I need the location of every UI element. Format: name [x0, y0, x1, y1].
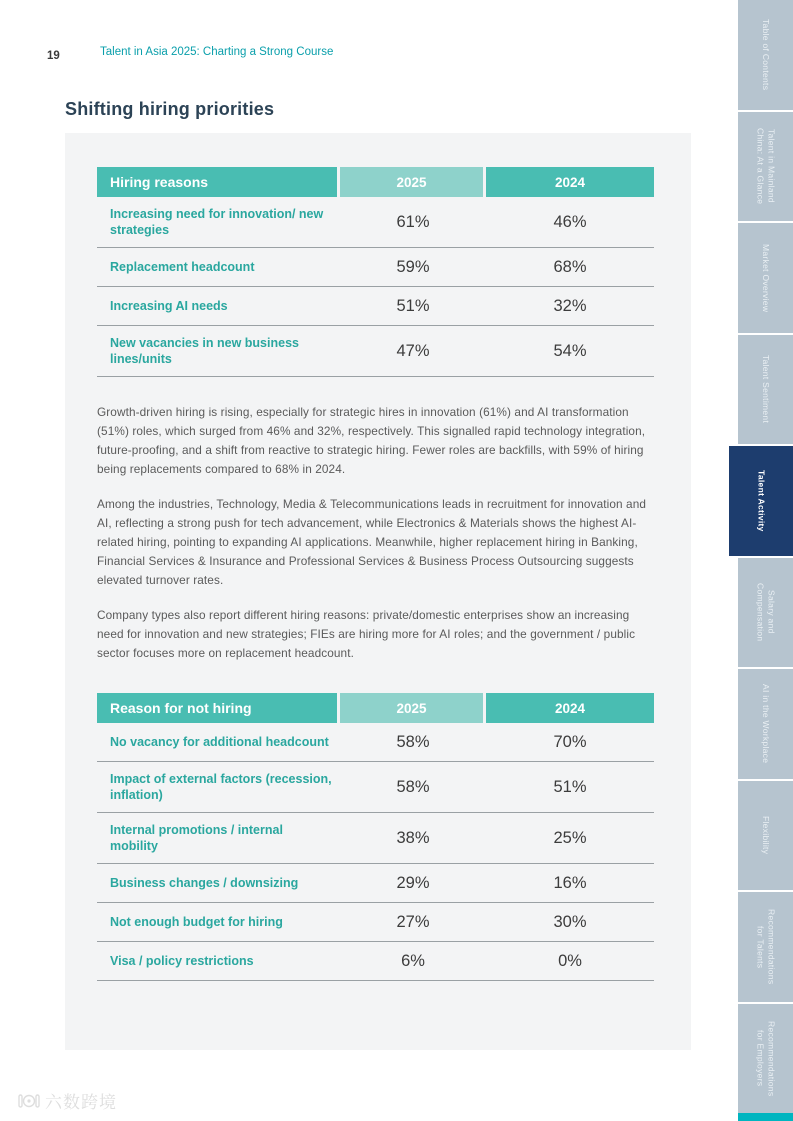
sidebar-tab-label: Talent Activity — [756, 469, 767, 532]
table-row — [97, 903, 654, 942]
table-header-2025: 2025 — [340, 167, 483, 197]
value-2025: 58% — [396, 732, 430, 751]
row-label: Internal promotions / internal mobility — [110, 823, 283, 853]
sidebar-tab-label: Recommendations for Employers — [755, 1020, 777, 1096]
table-row — [97, 942, 654, 981]
not-hiring-table — [97, 693, 654, 981]
watermark — [18, 1088, 117, 1113]
sidebar-tab-ai-in-the-workplace[interactable] — [738, 669, 793, 779]
value-2025: 47% — [396, 341, 430, 360]
sidebar-tab-talent-activity[interactable] — [729, 446, 793, 556]
row-label: Business changes / downsizing — [110, 876, 299, 890]
row-label: Increasing AI needs — [110, 299, 228, 313]
body-paragraph: Among the industries, Technology, Media & Telecommunications leads in recruitment for innovation and AI, reflecting a strong push for tech advancement, while Electronics & Materials shows the highest AI-related hiring, pointing to expanding AI applications. Meanwhile, higher replacement hiring in Banking, Financial Services & Insurance and Professional Services & Business Process Outsourcing suggests elevated turnover rates. — [97, 497, 647, 587]
content-card — [65, 133, 691, 1050]
value-2024: 0% — [558, 951, 582, 970]
table-header-2025: 2025 — [340, 693, 483, 723]
sidebar-tab-salary-and-compensation[interactable] — [738, 558, 793, 668]
sidebar-tab-label: Talent Sentiment — [761, 355, 771, 424]
watermark-text: 六数跨境 — [45, 1093, 117, 1112]
value-2024: 46% — [553, 212, 587, 231]
sidebar-bottom-accent — [738, 1113, 793, 1121]
sidebar-tab-label: Recommendations for Talents — [755, 909, 777, 985]
table-row — [97, 723, 654, 762]
row-label: No vacancy for additional headcount — [110, 735, 329, 749]
table-row — [97, 762, 654, 813]
row-label: Visa / policy restrictions — [110, 954, 254, 968]
page-header — [47, 46, 687, 64]
sidebar-tab-flexibility[interactable] — [738, 781, 793, 891]
value-2025: 29% — [396, 873, 430, 892]
value-2024: 25% — [553, 828, 587, 847]
section-title: Shifting hiring priorities — [65, 99, 275, 119]
table-header-row — [97, 693, 654, 723]
body-copy — [97, 403, 657, 663]
value-2025: 61% — [396, 212, 430, 231]
value-2025: 59% — [396, 257, 430, 276]
body-paragraph: Company types also report different hiring reasons: private/domestic enterprises show an increasing need for innovation and new strategies; FIEs are hiring more for AI roles; and the government / public sector focuses more on replacement headcount. — [97, 608, 636, 660]
hiring-reasons-table — [97, 167, 654, 377]
table-row — [97, 287, 654, 326]
table-row — [97, 248, 654, 287]
sidebar-tab-label: Flexibility — [761, 816, 771, 855]
table-row — [97, 326, 654, 377]
value-2025: 27% — [396, 912, 430, 931]
value-2024: 54% — [553, 341, 587, 360]
table-row — [97, 864, 654, 903]
body-paragraph: Growth-driven hiring is rising, especially for strategic hires in innovation (61%) and AI transformation (51%) roles, which surged from 46% and 32%, respectively. This signalled rapid technology integration, future-proofing, and a shift from reactive to strategic hiring. Fewer roles are backfills, with 59% of hiring being replacements compared to 68% in 2024. — [97, 405, 646, 476]
sidebar-tab-talent-sentiment[interactable] — [738, 335, 793, 445]
sidebar-tab-label: Talent in Mainland China: At a Glance — [755, 128, 777, 205]
value-2024: 16% — [553, 873, 587, 892]
value-2025: 38% — [396, 828, 430, 847]
table-header-2024: 2024 — [486, 167, 654, 197]
table-header-2024: 2024 — [486, 693, 654, 723]
value-2025: 6% — [401, 951, 425, 970]
page-number: 19 — [47, 50, 60, 62]
table-row — [97, 813, 654, 864]
table-header-label: Hiring reasons — [97, 167, 337, 197]
value-2024: 68% — [553, 257, 587, 276]
sidebar-tab-market-overview[interactable] — [738, 223, 793, 333]
table-header-label: Reason for not hiring — [97, 693, 337, 723]
sidebar-tab-label: Salary and Compensation — [755, 583, 777, 642]
value-2025: 58% — [396, 777, 430, 796]
sidebar-tab-label: Table of Contents — [761, 19, 771, 91]
table-row — [97, 197, 654, 248]
sidebar-tab-label: Market Overview — [761, 243, 771, 312]
sidebar-tab-recommendations-for-talents[interactable] — [738, 892, 793, 1002]
row-label: Replacement headcount — [110, 260, 255, 274]
watermark-logo-icon — [18, 1092, 40, 1110]
value-2024: 70% — [553, 732, 587, 751]
row-label: Impact of external factors (recession, inflation) — [110, 772, 332, 802]
value-2024: 32% — [553, 296, 587, 315]
table-header-row — [97, 167, 654, 197]
sidebar-tab-talent-in-mainland-china[interactable] — [738, 112, 793, 222]
row-label: New vacancies in new business lines/units — [110, 336, 299, 366]
header-title: Talent in Asia 2025: Charting a Strong Course — [100, 46, 334, 58]
value-2024: 51% — [553, 777, 587, 796]
sidebar-tab-table-of-contents[interactable] — [738, 0, 793, 110]
value-2024: 30% — [553, 912, 587, 931]
sidebar — [738, 0, 793, 1113]
sidebar-tab-recommendations-for-employers[interactable] — [738, 1004, 793, 1114]
value-2025: 51% — [396, 296, 430, 315]
row-label: Not enough budget for hiring — [110, 915, 283, 929]
sidebar-tab-label: AI in the Workplace — [761, 684, 771, 764]
row-label: Increasing need for innovation/ new strategies — [110, 207, 324, 237]
